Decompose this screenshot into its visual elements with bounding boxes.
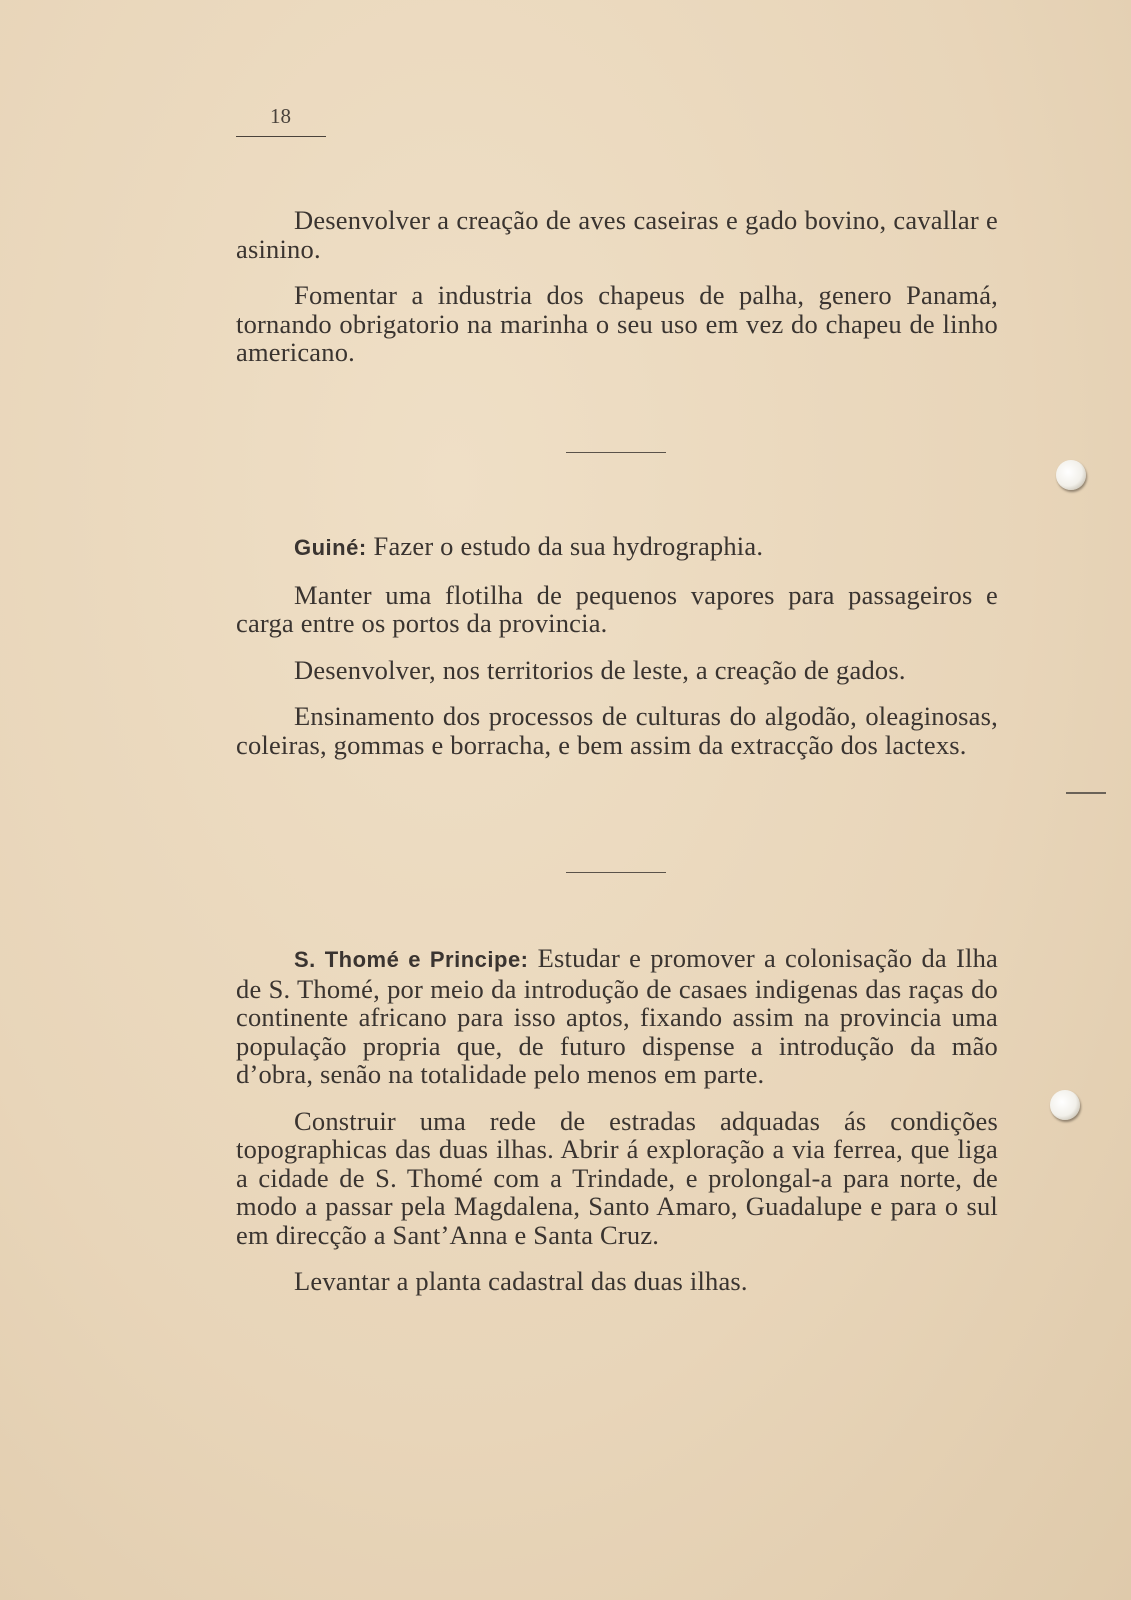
paragraph: Levantar a planta cadastral das duas ilhas.	[294, 1266, 748, 1296]
text-block-sao-tome	[236, 944, 998, 1296]
paragraph: Construir uma rede de estradas adquadas ás condições topographicas das duas ilhas. Abrir á exploração a via ferrea, que liga a cidade de S. Thomé com a Trindade, e prolongal-a para norte, de modo a passar pela Magdalena, Santo Amaro, Guadalupe e para o sul em direcção a Sant’Anna e Santa Cruz.	[236, 1105, 998, 1250]
page-number: 18	[270, 104, 291, 128]
binding-mark	[1066, 792, 1106, 794]
punch-hole	[1056, 460, 1086, 490]
paragraph-text: Estudar e promover a colonisação da Ilha de S. Thomé, por meio da introdução de casaes indigenas das raças do continente africano para isso aptos, fixando assim na provincia uma população propria que, de futuro dispense a introdução da mão d’obra, senão na totalidade pelo menos em parte.	[236, 943, 999, 1089]
paragraph: Manter uma flotilha de pequenos vapores para passageiros e carga entre os portos da provincia.	[236, 579, 998, 638]
section-divider	[566, 452, 666, 453]
section-divider	[566, 872, 666, 873]
paragraph: Desenvolver, nos territorios de leste, a creação de gados.	[294, 654, 906, 685]
paragraph: Ensinamento dos processos de culturas do algodão, oleaginosas, coleiras, gommas e borracha, e bem assim da extracção dos lactexs.	[236, 701, 998, 760]
paragraph-text: Fazer o estudo da sua hydrographia.	[373, 531, 764, 561]
paragraph: Fomentar a industria dos chapeus de palha, genero Panamá, tornando obrigatorio na marinha o seu uso em vez do chapeu de linho americano.	[236, 280, 998, 367]
section-label-sao-tome: S. Thomé e Principe:	[294, 947, 529, 972]
text-block-intro	[236, 206, 998, 367]
paragraph	[236, 532, 998, 563]
text-block-guine	[236, 532, 998, 759]
section-label-guine: Guiné:	[294, 535, 367, 560]
paragraph	[236, 944, 998, 1089]
page-number-rule	[236, 136, 326, 137]
punch-hole	[1050, 1090, 1080, 1120]
paragraph: Desenvolver a creação de aves caseiras e gado bovino, cavallar e asinino.	[236, 205, 998, 264]
